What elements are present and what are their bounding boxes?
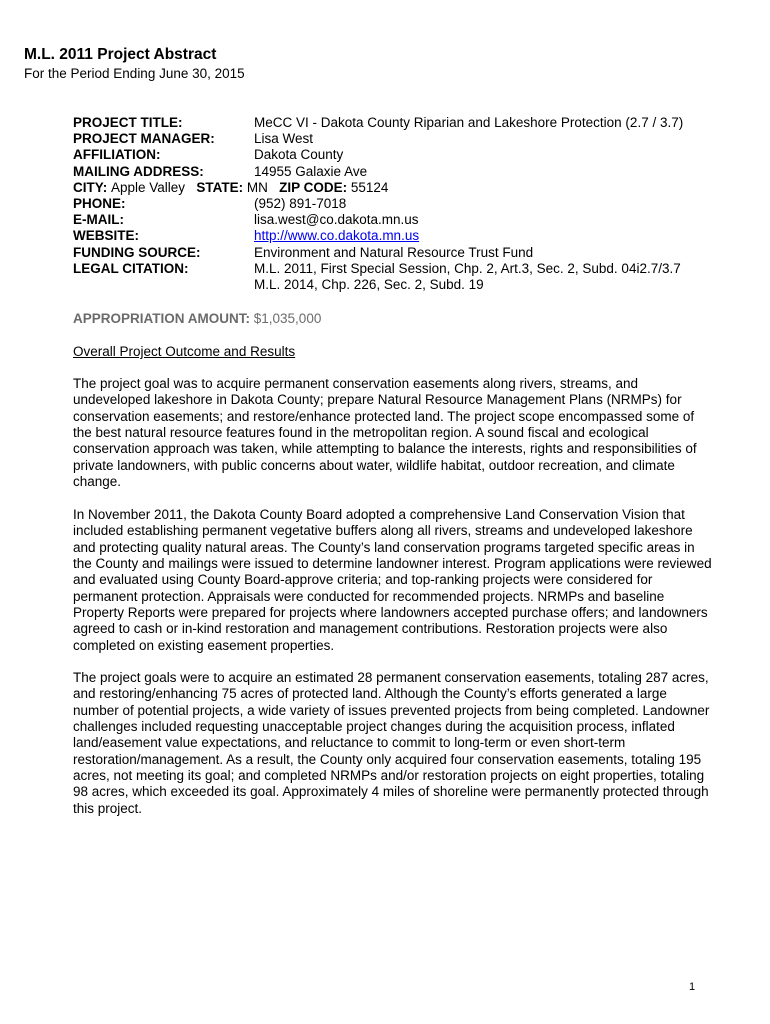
funding-source-value: Environment and Natural Resource Trust Fund — [254, 244, 534, 260]
email-label: E-MAIL: — [73, 212, 124, 228]
mailing-address-label: MAILING ADDRESS: — [73, 163, 204, 179]
funding-source-label: FUNDING SOURCE: — [73, 244, 201, 260]
mailing-address-row — [73, 164, 733, 180]
city-value: Apple Valley — [111, 179, 186, 195]
legal-citation-line-1: M.L. 2011, First Special Session, Chp. 2, Art.3, Sec. 2, Subd. 04i2.7/3.7 — [254, 260, 681, 276]
appropriation-label: APPROPRIATION AMOUNT: — [73, 311, 250, 326]
legal-citation-line-2: M.L. 2014, Chp. 226, Sec. 2, Subd. 19 — [254, 277, 484, 293]
mailing-address-value: 14955 Galaxie Ave — [254, 163, 368, 179]
zip-label: ZIP CODE: — [279, 179, 348, 195]
project-manager-row — [73, 131, 733, 147]
legal-citation-row — [73, 261, 733, 277]
email-row — [73, 212, 733, 228]
paragraph-1: The project goal was to acquire permanent conservation easements along rivers, streams, and undeveloped lakeshore in Dakota County; prepare Natural Resource Management Plans (NRMPs) for conservation easements; and restore/enhance protected land. The project scope encompassed some of the best natural resource features found in the metropolitan region. A sound fiscal and ecological conservation approach was taken, while attempting to balance the interests, rights and responsibilities of private landowners, with public concerns about water, wildlife habitat, outdoor recreation, and climate change. — [73, 376, 697, 490]
website-row — [73, 228, 733, 244]
page-number: 1 — [689, 981, 696, 993]
paragraph-3: The project goals were to acquire an estimated 28 permanent conservation easements, totaling 287 acres, and restoring/enhancing 75 acres of protected land. Although the County’s efforts generated a large number of potential projects, a wide variety of issues prevented projects from being completed. Landowner challenges included requesting unacceptable project changes during the acquisition process, inflated land/easement value expectations, and reluctance to commit to long-term or even short-term restoration/management. As a result, the County only acquired four conservation easements, totaling 195 acres, not meeting its goal; and completed NRMPs and/or restoration projects on eight properties, totaling 98 acres, which exceeded its goal. Approximately 4 miles of shoreline were permanently protected through this project. — [73, 670, 710, 816]
document-title: M.L. 2011 Project Abstract — [24, 46, 217, 63]
legal-citation-label: LEGAL CITATION: — [73, 260, 189, 276]
appropriation-value: $1,035,000 — [253, 311, 322, 326]
phone-row — [73, 196, 733, 212]
document-subtitle: For the Period Ending June 30, 2015 — [24, 66, 245, 81]
legal-citation-spacer — [73, 277, 254, 293]
affiliation-row — [73, 147, 733, 163]
state-label: STATE: — [196, 179, 244, 195]
funding-source-row — [73, 245, 733, 261]
website-label: WEBSITE: — [73, 228, 139, 244]
paragraph-2: In November 2011, the Dakota County Board adopted a comprehensive Land Conservation Vision that included establishing permanent vegetative buffers along all rivers, streams and undeveloped lakeshore and protecting quality natural areas. The County’s land conservation programs targeted specific areas in the County and mailings were issued to determine landowner interest. Program applications were reviewed and evaluated using County Board-approve criteria; and top-ranking projects were considered for permanent protection. Appraisals were conducted for recommended projects. NRMPs and baseline Property Reports were prepared for projects where landowners accepted purchase offers; and landowners agreed to cash or in-kind restoration and management contributions. Restoration projects were also completed on existing easement properties. — [73, 507, 712, 653]
section-heading: Overall Project Outcome and Results — [73, 344, 296, 359]
city-label: CITY: — [73, 179, 108, 195]
project-manager-label: PROJECT MANAGER: — [73, 131, 215, 147]
project-info-block — [73, 115, 733, 293]
project-manager-value: Lisa West — [254, 131, 314, 147]
project-title-value: MeCC VI - Dakota County Riparian and Lakeshore Protection (2.7 / 3.7) — [254, 115, 684, 130]
zip-value: 55124 — [350, 179, 389, 195]
phone-value: (952) 891-7018 — [254, 196, 347, 212]
affiliation-value: Dakota County — [254, 147, 344, 163]
website-link[interactable]: http://www.co.dakota.mn.us — [254, 228, 420, 244]
phone-label: PHONE: — [73, 196, 126, 212]
state-value: MN — [246, 179, 268, 195]
project-title-label: PROJECT TITLE: — [73, 115, 183, 130]
appropriation-amount — [73, 311, 321, 326]
city-state-zip-row — [73, 180, 733, 196]
project-title-row — [73, 115, 733, 131]
affiliation-label: AFFILIATION: — [73, 147, 161, 163]
email-value: lisa.west@co.dakota.mn.us — [254, 212, 419, 228]
legal-citation-row-2 — [73, 277, 733, 293]
